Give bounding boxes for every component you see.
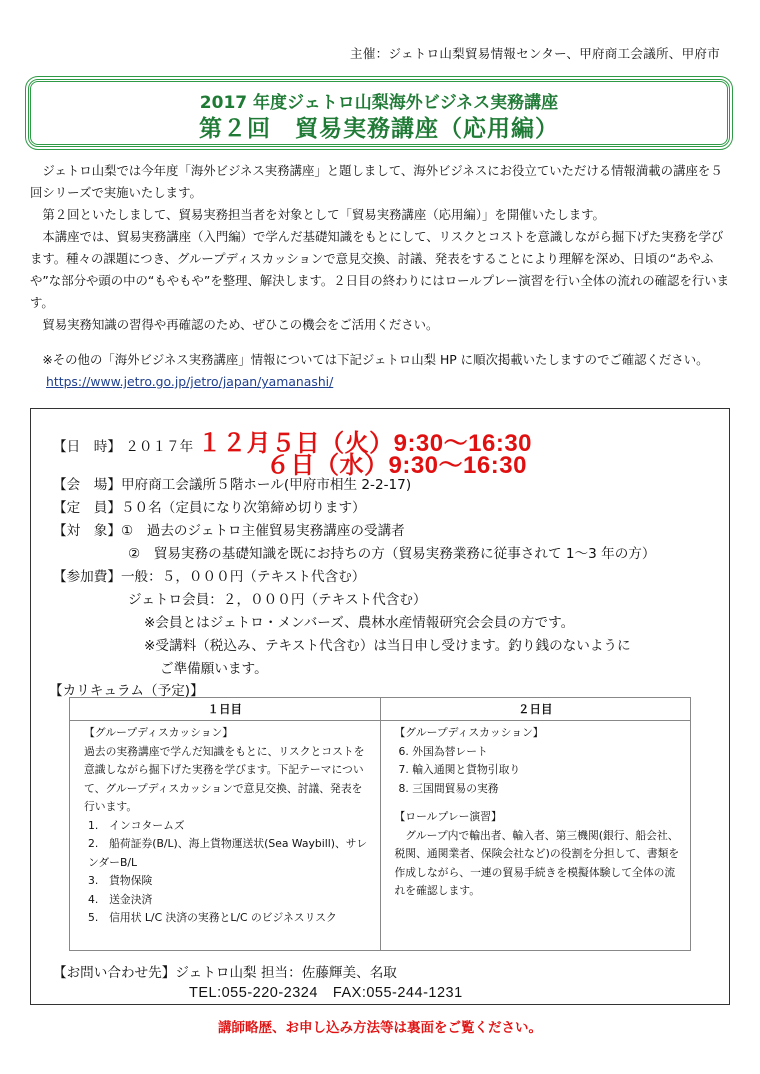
title-box — [28, 79, 730, 147]
day2-cell — [380, 721, 691, 951]
contact-phone-fax: TEL:055-220-2324 FAX:055-244-1231 — [189, 985, 463, 1001]
curriculum-table — [69, 697, 691, 951]
date-day2: ６日（水）9:30～16:30 — [266, 452, 527, 479]
title-line2: 第２回 貿易実務講座（応用編） — [199, 116, 559, 142]
fee-note-2: ※受講料（税込み、テキスト代含む）は当日申し受けます。釣り銭のないように — [144, 638, 631, 654]
intro-paragraph-2: 第２回といたしまして、貿易実務担当者を対象として「貿易実務講座（応用編）」を開催いたします。 — [42, 207, 605, 222]
date-day1: １２月５日（火）9:30～16:30 — [197, 430, 533, 457]
day1-item: 1. インコタームズ — [88, 818, 185, 832]
fee-note-3: ご準備願います。 — [160, 661, 268, 677]
target-label: 【対 象】 — [53, 523, 121, 539]
fee-label: 【参加費】 — [53, 569, 121, 585]
day2-heading-roleplay: 【ロールプレー演習】 — [394, 810, 502, 823]
fee-general: 一般：５，０００円（テキスト代含む） — [120, 569, 366, 585]
jetro-link[interactable]: https://www.jetro.go.jp/jetro/japan/yamanashi/ — [46, 374, 334, 389]
venue-value: 甲府商工会議所５階ホール(甲府市相生 2-2-17) — [120, 477, 412, 493]
capacity-value: ５０名（定員になり次第締め切ります） — [120, 500, 366, 516]
day2-header: ２日目 — [380, 698, 691, 721]
details-box — [30, 408, 730, 1005]
title-line1: 2017 年度ジェトロ山梨海外ビジネス実務講座 — [199, 93, 559, 113]
intro-section — [30, 160, 730, 393]
day2-heading: 【グループディスカッション】 — [394, 726, 544, 739]
fee-member: ジェトロ会員：２，０００円（テキスト代含む） — [128, 592, 427, 608]
intro-paragraph-4: 貿易実務知識の習得や再確認のため、ぜひこの機会をご活用ください。 — [42, 317, 439, 332]
intro-paragraph-3: 本講座では、貿易実務講座（入門編）で学んだ基礎知識をもとにして、リスクとコストを意識しながら掘下げた実務を学びます。種々の課題につき、グループディスカッションで意見交換、討議、発表をすることにより理解を深め、日頃の“あやふや”な部分や頭の中の“もやもや”を整理、解決します。２日目の終わりにはロールプレー演習を行い全体の流れの確認を行います。 — [30, 229, 730, 310]
day1-item: 5. 信用状 L/C 決済の実務とL/C のビジネスリスク — [88, 911, 337, 924]
day1-description: 過去の実務講座で学んだ知識をもとに、リスクとコストを意識しながら掘下げた実務を学びます。下記テーマについて、グループディスカッションで意見交換、討議、発表を行います。 — [84, 744, 365, 813]
day2-roleplay-description: グループ内で輸出者、輸入者、第三機関(銀行、船会社、税関、通関業者、保険会社など)の役割を分担して、書類を作成しながら、一連の貿易手続きを模擬体験して全体の流れを確認します。 — [394, 828, 680, 897]
day1-heading: 【グループディスカッション】 — [84, 726, 234, 739]
fee-note-1: ※会員とはジェトロ・メンバーズ、農林水産情報研究会会員の方です。 — [144, 615, 575, 631]
target-1: ① 過去のジェトロ主催貿易実務講座の受講者 — [120, 523, 405, 539]
day2-item: 7. 輸入通関と貨物引取り — [398, 763, 521, 776]
intro-paragraph-1: ジェトロ山梨では今年度「海外ビジネス実務講座」と題しまして、海外ビジネスにお役立ていただける情報満載の講座を５回シリーズで実施いたします。 — [30, 163, 723, 200]
day1-item: 2. 船荷証券(B/L)、海上貨物運送状(Sea Waybill)、サレンダーB/L — [88, 837, 368, 869]
curriculum-label: 【カリキュラム（予定)】 — [49, 683, 204, 699]
day1-header: １日目 — [70, 698, 381, 721]
organizer-text: 主催：ジェトロ山梨貿易情報センター、甲府商工会議所、甲府市 — [350, 46, 720, 61]
capacity-row — [53, 496, 366, 516]
date-year: ２０１７年 — [125, 439, 194, 455]
day2-item: 8. 三国間貿易の実務 — [398, 781, 499, 795]
contact-line: 【お問い合わせ先】ジェトロ山梨 担当：佐藤輝美、名取 — [53, 965, 397, 981]
day2-item: 6. 外国為替レート — [398, 744, 488, 758]
day1-cell — [70, 721, 381, 951]
date-label: 【日 時】 — [53, 439, 121, 455]
footer-notice: 講師略歴、お申し込み方法等は裏面をご覧ください。 — [218, 1020, 542, 1036]
target-row — [53, 519, 405, 539]
intro-paragraph-5 — [30, 349, 730, 393]
day1-item: 3. 貨物保険 — [88, 874, 153, 887]
venue-row — [53, 473, 411, 493]
capacity-label: 【定 員】 — [53, 500, 121, 516]
intro-note: ※その他の「海外ビジネス実務講座」情報については下記ジェトロ山梨 HP に順次掲載いたしますのでご確認ください。 — [42, 352, 709, 367]
day1-item: 4. 送金決済 — [88, 892, 153, 906]
target-2: ② 貿易実務の基礎知識を既にお持ちの方（貿易実務業務に従事されて 1～3 年の方） — [128, 546, 656, 562]
venue-label: 【会 場】 — [53, 477, 121, 493]
fee-row — [53, 565, 365, 585]
